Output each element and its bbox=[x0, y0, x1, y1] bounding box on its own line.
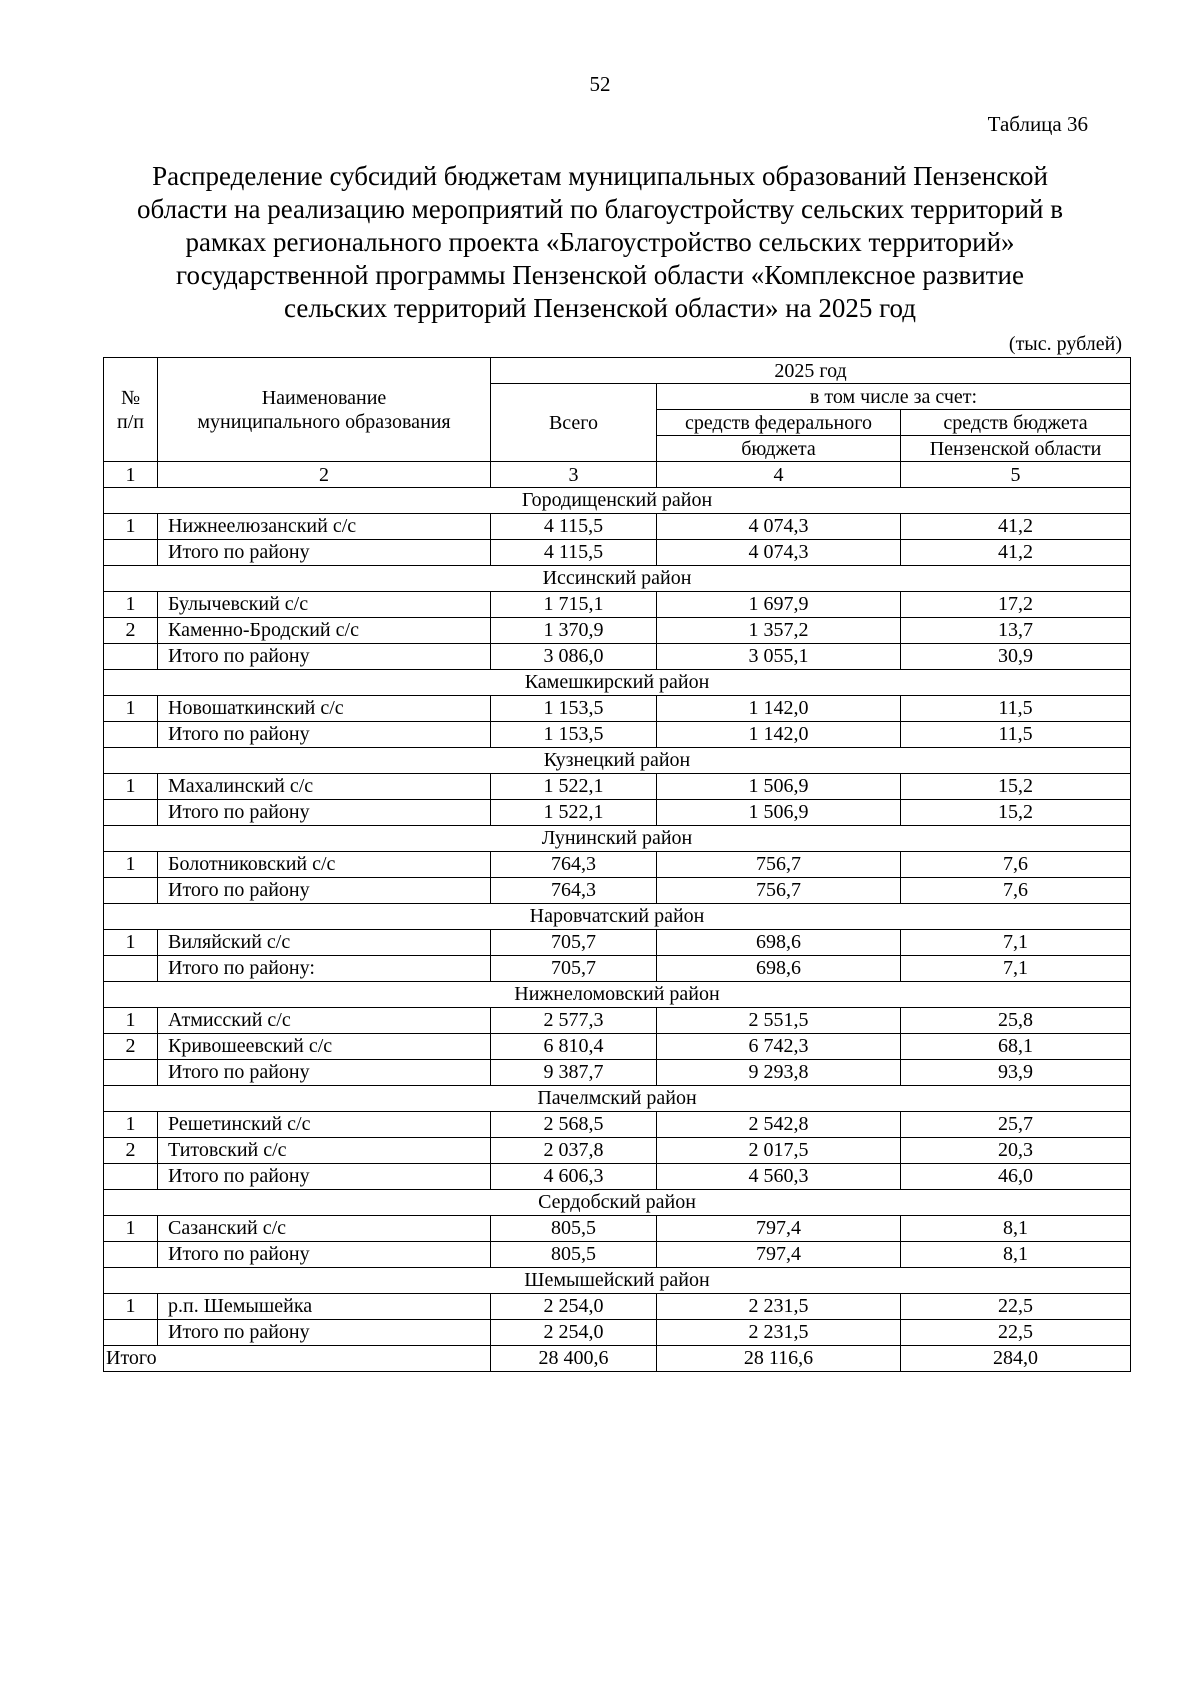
row-federal: 1 506,9 bbox=[657, 800, 901, 826]
row-federal: 698,6 bbox=[657, 930, 901, 956]
row-federal: 2 231,5 bbox=[657, 1294, 901, 1320]
row-number: 1 bbox=[104, 514, 158, 540]
row-regional: 22,5 bbox=[901, 1320, 1131, 1346]
row-number: 1 bbox=[104, 774, 158, 800]
row-number: 2 bbox=[104, 618, 158, 644]
row-regional: 41,2 bbox=[901, 540, 1131, 566]
table-row bbox=[104, 514, 1131, 540]
row-total: 705,7 bbox=[491, 930, 657, 956]
row-total: 2 254,0 bbox=[491, 1320, 657, 1346]
row-total: 6 810,4 bbox=[491, 1034, 657, 1060]
row-regional: 93,9 bbox=[901, 1060, 1131, 1086]
table-label: Таблица 36 bbox=[987, 112, 1088, 136]
row-federal: 4 560,3 bbox=[657, 1164, 901, 1190]
row-federal: 2 551,5 bbox=[657, 1008, 901, 1034]
column-number: 1 bbox=[104, 462, 158, 488]
row-number bbox=[104, 540, 158, 566]
table-row bbox=[104, 1112, 1131, 1138]
row-regional: 7,6 bbox=[901, 878, 1131, 904]
row-federal: 3 055,1 bbox=[657, 644, 901, 670]
row-regional: 7,6 bbox=[901, 852, 1131, 878]
district-name: Пачелмский район bbox=[104, 1086, 1131, 1112]
row-federal: 6 742,3 bbox=[657, 1034, 901, 1060]
header-no-line2: п/п bbox=[117, 410, 144, 433]
row-total: 2 568,5 bbox=[491, 1112, 657, 1138]
district-name: Иссинский район bbox=[104, 566, 1131, 592]
row-name: Титовский с/с bbox=[158, 1138, 491, 1164]
row-number: 2 bbox=[104, 1034, 158, 1060]
header-name-line1: Наименование bbox=[261, 386, 387, 409]
table-row bbox=[104, 592, 1131, 618]
district-name: Сердобский район bbox=[104, 1190, 1131, 1216]
header-total: Всего bbox=[491, 384, 657, 462]
row-name: р.п. Шемышейка bbox=[158, 1294, 491, 1320]
column-numbers-row bbox=[104, 462, 1131, 488]
row-regional: 11,5 bbox=[901, 722, 1131, 748]
row-total: 805,5 bbox=[491, 1242, 657, 1268]
district-subtotal-row bbox=[104, 800, 1131, 826]
row-regional: 25,8 bbox=[901, 1008, 1131, 1034]
row-total: 764,3 bbox=[491, 852, 657, 878]
table-row bbox=[104, 618, 1131, 644]
district-header-row bbox=[104, 904, 1131, 930]
document-title bbox=[100, 160, 1100, 325]
title-line: рамках регионального проекта «Благоустройство сельских территорий» bbox=[185, 227, 1015, 257]
row-regional: 68,1 bbox=[901, 1034, 1131, 1060]
row-total: 705,7 bbox=[491, 956, 657, 982]
title-line: области на реализацию мероприятий по благоустройству сельских территорий в bbox=[137, 194, 1063, 224]
table-row bbox=[104, 1216, 1131, 1242]
header-including: в том числе за счет: bbox=[657, 384, 1131, 410]
row-number: 1 bbox=[104, 592, 158, 618]
district-header-row bbox=[104, 1190, 1131, 1216]
row-regional: 8,1 bbox=[901, 1242, 1131, 1268]
row-name: Кривошеевский с/с bbox=[158, 1034, 491, 1060]
row-total: 1 715,1 bbox=[491, 592, 657, 618]
grand-total-label: Итого bbox=[104, 1346, 491, 1372]
row-regional: 17,2 bbox=[901, 592, 1131, 618]
district-name: Камешкирский район bbox=[104, 670, 1131, 696]
row-regional: 20,3 bbox=[901, 1138, 1131, 1164]
district-subtotal-row bbox=[104, 878, 1131, 904]
row-number: 2 bbox=[104, 1138, 158, 1164]
district-subtotal-row bbox=[104, 1164, 1131, 1190]
row-name: Итого по району bbox=[158, 1320, 491, 1346]
row-number bbox=[104, 878, 158, 904]
row-number: 1 bbox=[104, 696, 158, 722]
table-body bbox=[104, 488, 1131, 1346]
row-regional: 11,5 bbox=[901, 696, 1131, 722]
district-subtotal-row bbox=[104, 956, 1131, 982]
row-total: 2 037,8 bbox=[491, 1138, 657, 1164]
row-name: Нижнеелюзанский с/с bbox=[158, 514, 491, 540]
row-name: Булычевский с/с bbox=[158, 592, 491, 618]
table-row bbox=[104, 1008, 1131, 1034]
row-federal: 698,6 bbox=[657, 956, 901, 982]
row-total: 9 387,7 bbox=[491, 1060, 657, 1086]
district-subtotal-row bbox=[104, 644, 1131, 670]
grand-total-row bbox=[104, 1346, 1131, 1372]
district-header-row bbox=[104, 1268, 1131, 1294]
grand-total-total: 28 400,6 bbox=[491, 1346, 657, 1372]
row-total: 805,5 bbox=[491, 1216, 657, 1242]
row-name: Итого по району bbox=[158, 540, 491, 566]
district-name: Нижнеломовский район bbox=[104, 982, 1131, 1008]
row-federal: 4 074,3 bbox=[657, 514, 901, 540]
header-no bbox=[104, 358, 158, 462]
row-name: Итого по району bbox=[158, 722, 491, 748]
row-federal: 797,4 bbox=[657, 1216, 901, 1242]
row-total: 4 115,5 bbox=[491, 514, 657, 540]
row-regional: 7,1 bbox=[901, 956, 1131, 982]
units-label: (тыс. рублей) bbox=[1008, 333, 1122, 355]
header-name bbox=[158, 358, 491, 462]
header-federal-line2: бюджета bbox=[657, 436, 901, 462]
row-number: 1 bbox=[104, 1008, 158, 1034]
column-number: 5 bbox=[901, 462, 1131, 488]
grand-total-regional: 284,0 bbox=[901, 1346, 1131, 1372]
district-header-row bbox=[104, 982, 1131, 1008]
row-number bbox=[104, 722, 158, 748]
row-name: Итого по району bbox=[158, 1164, 491, 1190]
row-regional: 22,5 bbox=[901, 1294, 1131, 1320]
table-row bbox=[104, 930, 1131, 956]
row-federal: 756,7 bbox=[657, 852, 901, 878]
row-name: Каменно-Бродский с/с bbox=[158, 618, 491, 644]
row-federal: 1 506,9 bbox=[657, 774, 901, 800]
row-regional: 15,2 bbox=[901, 800, 1131, 826]
row-federal: 2 231,5 bbox=[657, 1320, 901, 1346]
row-regional: 25,7 bbox=[901, 1112, 1131, 1138]
district-subtotal-row bbox=[104, 540, 1131, 566]
row-federal: 1 697,9 bbox=[657, 592, 901, 618]
district-header-row bbox=[104, 488, 1131, 514]
row-name: Итого по району bbox=[158, 1060, 491, 1086]
row-regional: 41,2 bbox=[901, 514, 1131, 540]
header-regional-line2: Пензенской области bbox=[901, 436, 1131, 462]
row-name: Виляйский с/с bbox=[158, 930, 491, 956]
row-regional: 8,1 bbox=[901, 1216, 1131, 1242]
column-number: 4 bbox=[657, 462, 901, 488]
row-number bbox=[104, 956, 158, 982]
row-total: 1 153,5 bbox=[491, 696, 657, 722]
row-regional: 46,0 bbox=[901, 1164, 1131, 1190]
row-regional: 7,1 bbox=[901, 930, 1131, 956]
row-regional: 13,7 bbox=[901, 618, 1131, 644]
header-no-line1: № bbox=[120, 386, 141, 409]
row-total: 1 522,1 bbox=[491, 800, 657, 826]
row-federal: 9 293,8 bbox=[657, 1060, 901, 1086]
row-number: 1 bbox=[104, 1216, 158, 1242]
row-number: 1 bbox=[104, 852, 158, 878]
row-regional: 15,2 bbox=[901, 774, 1131, 800]
row-federal: 756,7 bbox=[657, 878, 901, 904]
row-federal: 1 142,0 bbox=[657, 696, 901, 722]
title-line: государственной программы Пензенской области «Комплексное развитие bbox=[176, 260, 1024, 290]
page-number: 52 bbox=[589, 72, 611, 96]
row-name: Итого по району bbox=[158, 800, 491, 826]
header-regional-line1: средств бюджета bbox=[901, 410, 1131, 436]
row-total: 4 115,5 bbox=[491, 540, 657, 566]
district-subtotal-row bbox=[104, 1060, 1131, 1086]
title-line: Распределение субсидий бюджетам муниципальных образований Пензенской bbox=[152, 161, 1048, 191]
row-number bbox=[104, 1060, 158, 1086]
table-header bbox=[104, 358, 1131, 488]
row-federal: 797,4 bbox=[657, 1242, 901, 1268]
district-name: Городищенский район bbox=[104, 488, 1131, 514]
table-row bbox=[104, 696, 1131, 722]
table-row bbox=[104, 1138, 1131, 1164]
district-header-row bbox=[104, 670, 1131, 696]
district-name: Наровчатский район bbox=[104, 904, 1131, 930]
header-name-line2: муниципального образования bbox=[197, 410, 451, 433]
row-name: Итого по району: bbox=[158, 956, 491, 982]
row-name: Новошаткинский с/с bbox=[158, 696, 491, 722]
row-total: 764,3 bbox=[491, 878, 657, 904]
row-number bbox=[104, 1164, 158, 1190]
header-year: 2025 год bbox=[491, 358, 1131, 384]
district-name: Шемышейский район bbox=[104, 1268, 1131, 1294]
row-number: 1 bbox=[104, 1112, 158, 1138]
row-name: Болотниковский с/с bbox=[158, 852, 491, 878]
row-name: Атмисский с/с bbox=[158, 1008, 491, 1034]
row-total: 4 606,3 bbox=[491, 1164, 657, 1190]
row-total: 2 254,0 bbox=[491, 1294, 657, 1320]
grand-total-federal: 28 116,6 bbox=[657, 1346, 901, 1372]
row-name: Махалинский с/с bbox=[158, 774, 491, 800]
row-total: 2 577,3 bbox=[491, 1008, 657, 1034]
table-row bbox=[104, 1034, 1131, 1060]
table-row bbox=[104, 774, 1131, 800]
district-header-row bbox=[104, 566, 1131, 592]
title-line: сельских территорий Пензенской области» на 2025 год bbox=[284, 293, 916, 323]
row-regional: 30,9 bbox=[901, 644, 1131, 670]
district-header-row bbox=[104, 826, 1131, 852]
district-name: Лунинский район bbox=[104, 826, 1131, 852]
row-total: 3 086,0 bbox=[491, 644, 657, 670]
header-federal-line1: средств федерального bbox=[657, 410, 901, 436]
row-federal: 1 142,0 bbox=[657, 722, 901, 748]
row-federal: 2 542,8 bbox=[657, 1112, 901, 1138]
row-federal: 4 074,3 bbox=[657, 540, 901, 566]
row-name: Сазанский с/с bbox=[158, 1216, 491, 1242]
row-total: 1 153,5 bbox=[491, 722, 657, 748]
district-header-row bbox=[104, 1086, 1131, 1112]
row-number bbox=[104, 644, 158, 670]
row-name: Итого по району bbox=[158, 1242, 491, 1268]
row-name: Итого по району bbox=[158, 878, 491, 904]
table-row bbox=[104, 852, 1131, 878]
row-name: Решетинский с/с bbox=[158, 1112, 491, 1138]
district-name: Кузнецкий район bbox=[104, 748, 1131, 774]
row-federal: 2 017,5 bbox=[657, 1138, 901, 1164]
row-number bbox=[104, 1242, 158, 1268]
row-total: 1 522,1 bbox=[491, 774, 657, 800]
row-total: 1 370,9 bbox=[491, 618, 657, 644]
row-number: 1 bbox=[104, 1294, 158, 1320]
row-number: 1 bbox=[104, 930, 158, 956]
column-number: 3 bbox=[491, 462, 657, 488]
subsidy-table bbox=[103, 357, 1131, 1372]
district-header-row bbox=[104, 748, 1131, 774]
district-subtotal-row bbox=[104, 1242, 1131, 1268]
row-number bbox=[104, 1320, 158, 1346]
district-subtotal-row bbox=[104, 722, 1131, 748]
row-number bbox=[104, 800, 158, 826]
column-number: 2 bbox=[158, 462, 491, 488]
table-row bbox=[104, 1294, 1131, 1320]
district-subtotal-row bbox=[104, 1320, 1131, 1346]
row-federal: 1 357,2 bbox=[657, 618, 901, 644]
row-name: Итого по району bbox=[158, 644, 491, 670]
